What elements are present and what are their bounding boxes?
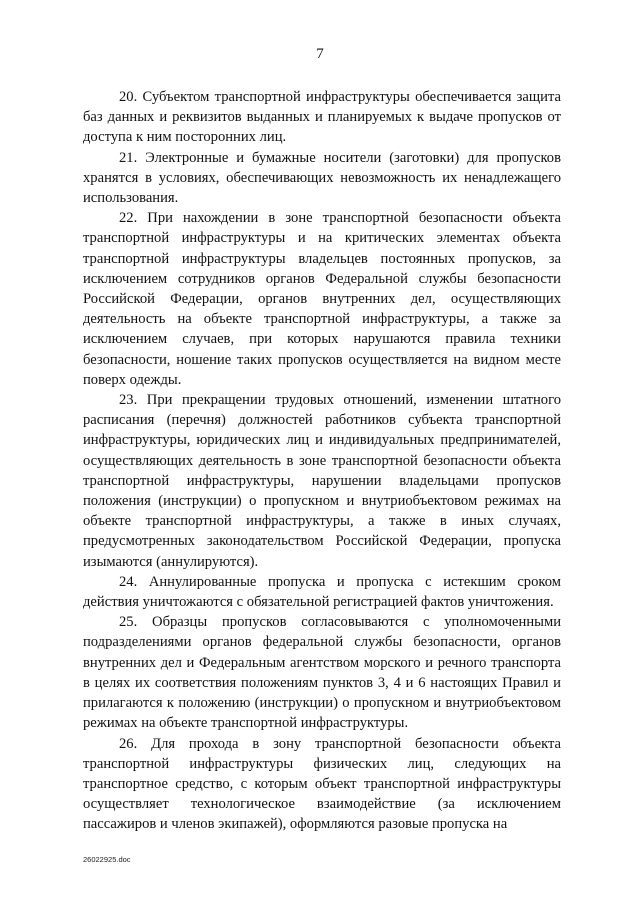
paragraph-26: 26. Для прохода в зону транспортной безопасности объекта транспортной инфраструктуры физических лиц, следующих на транспортное средство, с которым объект транспортной инфраструктуры осуществляет технологическое взаимодействие (за исключением пассажиров и членов экипажей), оформляются разовые пропуска на xyxy=(83,735,561,833)
paragraph-25: 25. Образцы пропусков согласовываются с уполномоченными подразделениями органов федеральной службы безопасности, органов внутренних дел и Федеральным агентством морского и речного транспорта в целях их соответствия положениям пунктов 3, 4 и 6 настоящих Правил и прилагаются к положению (инструкции) о пропускном и внутриобъектовом режимах на объекте транспортной инфраструктуры. xyxy=(83,614,561,732)
paragraph-23: 23. При прекращении трудовых отношений, изменении штатного расписания (перечня) должностей работников субъекта транспортной инфраструктуры, юридических лиц и индивидуальных предпринимателей, осуществляющих деятельность в зоне транспортной безопасности объекта транспортной инфраструктуры, нарушении владельцами пропусков положения (инструкции) о пропускном и внутриобъектовом режимах на объекте транспортной инфраструктуры, а также в иных случаях, предусмотренных законодательством Российской Федерации, пропуска изымаются (аннулируются). xyxy=(83,392,561,570)
paragraph-22: 22. При нахождении в зоне транспортной безопасности объекта транспортной инфраструктуры и на критических элементах объекта транспортной инфраструктуры владельцев постоянных пропусков, за исключением сотрудников органов Федеральной службы безопасности Российской Федерации, органов внутренних дел, осуществляющих деятельность на объекте транспортной инфраструктуры, а также за исключением случаев, при которых нарушаются правила техники безопасности, ношение таких пропусков осуществляется на видном месте поверх одежды. xyxy=(83,210,561,388)
paragraph-21: 21. Электронные и бумажные носители (заготовки) для пропусков хранятся в условиях, обеспечивающих невозможность их ненадлежащего использования. xyxy=(83,149,561,207)
paragraph-20: 20. Субъектом транспортной инфраструктуры обеспечивается защита баз данных и реквизитов выданных и планируемых к выдаче пропусков от доступа к ним посторонних лиц. xyxy=(83,89,561,146)
page-number: 7 xyxy=(316,46,324,62)
file-name-footer: 26022925.doc xyxy=(83,855,131,864)
document-body xyxy=(83,87,561,835)
paragraph-24: 24. Аннулированные пропуска и пропуска с истекшим сроком действия уничтожаются с обязательной регистрацией фактов уничтожения. xyxy=(83,573,561,611)
